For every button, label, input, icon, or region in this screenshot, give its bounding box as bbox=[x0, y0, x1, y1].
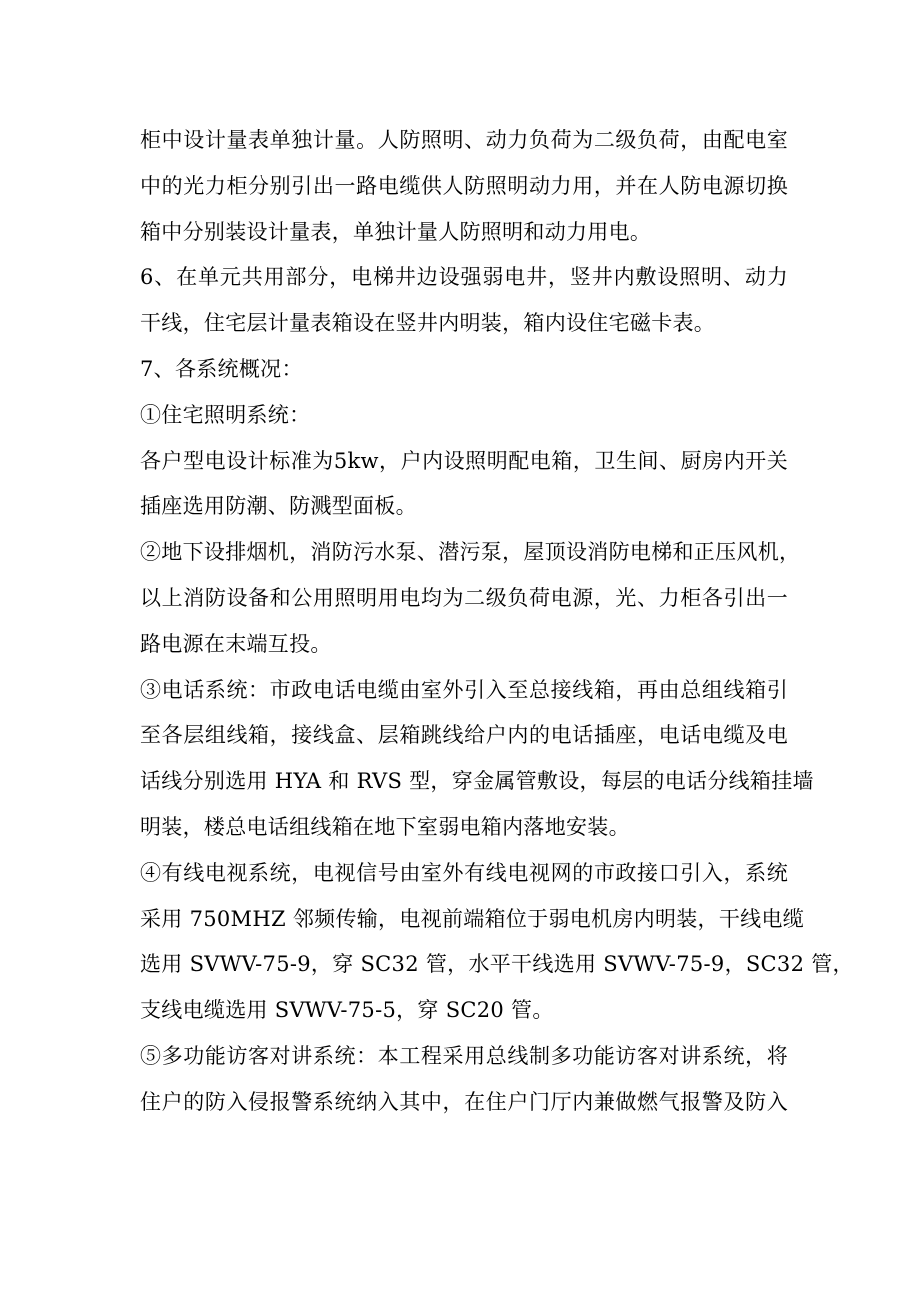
subsection-heading: ①住宅照明系统： bbox=[140, 402, 311, 427]
text-line: 话线分别选用 HYA 和 RVS 型，穿金属管敷设，每层的电话分线箱挂墙 bbox=[140, 769, 814, 794]
text-line: 中的光力柜分别引出一路电缆供人防照明动力用，并在人防电源切换 bbox=[140, 173, 788, 198]
text-line: 支线电缆选用 SVWV-75-5，穿 SC20 管。 bbox=[140, 998, 554, 1023]
text-line: 明装，楼总电话组线箱在地下室弱电箱内落地安装。 bbox=[140, 814, 630, 839]
text-line: 住户的防入侵报警系统纳入其中，在住户门厅内兼做燃气报警及防入 bbox=[140, 1089, 788, 1114]
document-body bbox=[140, 118, 854, 1126]
text-line: 干线，住宅层计量表箱设在竖井内明装，箱内设住宅磁卡表。 bbox=[140, 311, 716, 336]
text-line: 至各层组线箱，接线盒、层箱跳线给户内的电话插座，电话电缆及电 bbox=[140, 723, 788, 748]
text-line: 柜中设计量表单独计量。人防照明、动力负荷为二级负荷，由配电室 bbox=[140, 128, 788, 152]
text-line: 采用 750MHZ 邻频传输，电视前端箱位于弱电机房内明装，干线电缆 bbox=[140, 906, 805, 931]
text-line: 路电源在末端互投。 bbox=[140, 631, 332, 656]
text-line: ②地下设排烟机，消防污水泵、潜污泵，屋顶设消防电梯和正压风机， bbox=[140, 540, 801, 565]
text-line: ⑤多功能访客对讲系统：本工程采用总线制多功能访客对讲系统，将 bbox=[140, 1043, 788, 1068]
text-line: 箱中分别装设计量表，单独计量人防照明和动力用电。 bbox=[140, 219, 652, 244]
text-line: ④有线电视系统，电视信号由室外有线电视网的市政接口引入，系统 bbox=[140, 860, 788, 885]
text-line: 插座选用防潮、防溅型面板。 bbox=[140, 494, 417, 519]
text-line: 选用 SVWV-75-9，穿 SC32 管，水平干线选用 SVWV-75-9，SC32 管， bbox=[140, 952, 854, 977]
text-line: 以上消防设备和公用照明用电均为二级负荷电源，光、力柜各引出一 bbox=[140, 585, 788, 610]
text-line: ③电话系统：市政电话电缆由室外引入至总接线箱，再由总组线箱引 bbox=[140, 677, 788, 702]
text-line: 各户型电设计标准为5kw，户内设照明配电箱，卫生间、厨房内开关 bbox=[140, 448, 788, 473]
text-line: 6、在单元共用部分，电梯井边设强弱电井，竖井内敷设照明、动力 bbox=[140, 265, 788, 290]
section-heading: 7、各系统概况： bbox=[140, 356, 303, 381]
